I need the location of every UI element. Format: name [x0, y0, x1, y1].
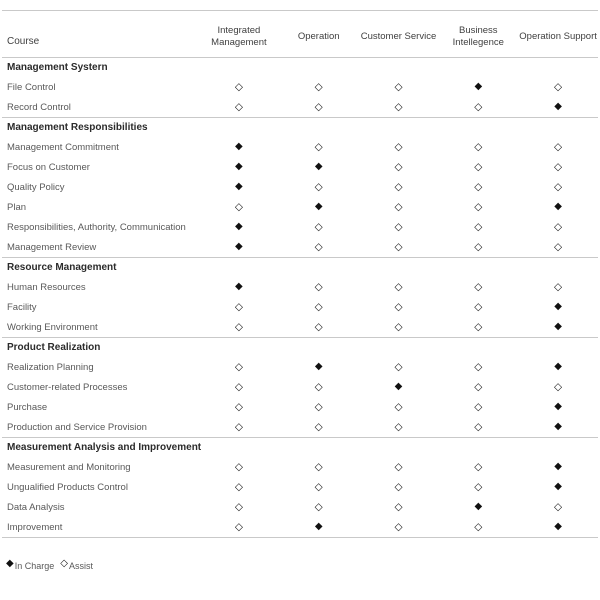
- assist-diamond-icon: ◇: [394, 361, 403, 373]
- in-charge-diamond-icon: ◆: [314, 161, 323, 172]
- table-row-responsibilities-authority-communication: [2, 217, 598, 237]
- assist-diamond-icon: ◇: [394, 201, 403, 213]
- in-charge-diamond-icon: ◆: [314, 201, 323, 212]
- row-label: Facility: [7, 301, 37, 313]
- assist-diamond-icon: ◇: [394, 501, 403, 513]
- assist-diamond-icon: ◇: [394, 161, 403, 173]
- assist-diamond-icon: ◇: [474, 401, 483, 413]
- in-charge-diamond-icon: ◆: [474, 81, 483, 92]
- row-label: File Control: [7, 81, 56, 93]
- in-charge-diamond-icon: ◆: [235, 241, 243, 252]
- legend: [2, 560, 598, 571]
- assist-diamond-icon: ◇: [314, 241, 323, 253]
- in-charge-diamond-icon: ◆: [314, 521, 323, 532]
- table-row-file-control: [2, 77, 598, 97]
- row-label: Ungualified Products Control: [7, 481, 128, 493]
- row-label: Production and Service Provision: [7, 421, 147, 433]
- assist-diamond-icon: ◇: [234, 361, 243, 373]
- assist-diamond-icon: ◇: [394, 321, 403, 333]
- in-charge-diamond-icon: ◆: [554, 321, 562, 332]
- assist-diamond-icon: ◇: [394, 461, 403, 473]
- column-header-integrated-management: Integrated Management: [211, 24, 267, 48]
- assist-diamond-icon: ◇: [234, 461, 243, 473]
- table-row-ungualified-products-control: [2, 477, 598, 497]
- assist-diamond-icon: ◇: [314, 281, 323, 293]
- assist-diamond-icon: ◇: [474, 221, 483, 233]
- assist-diamond-icon: ◇: [394, 301, 403, 313]
- in-charge-diamond-icon: ◆: [554, 201, 562, 212]
- assist-diamond-icon: ◇: [234, 81, 243, 93]
- section-title-resource-management: Resource Management: [2, 257, 598, 277]
- assist-diamond-icon: ◇: [60, 558, 68, 569]
- assist-diamond-icon: ◇: [234, 321, 243, 333]
- in-charge-diamond-icon: ◆: [235, 161, 243, 172]
- row-label: Data Analysis: [7, 501, 65, 513]
- assist-diamond-icon: ◇: [314, 81, 323, 93]
- assist-diamond-icon: ◇: [394, 101, 403, 113]
- section-title-management-systern: Management Systern: [2, 57, 598, 77]
- row-label: Responsibilities, Authority, Communication: [7, 221, 186, 233]
- assist-diamond-icon: ◇: [394, 521, 403, 533]
- assist-diamond-icon: ◇: [314, 421, 323, 433]
- table-bottom-border: [2, 537, 598, 538]
- legend-in-charge-label: In Charge: [14, 560, 55, 571]
- assist-diamond-icon: ◇: [394, 141, 403, 153]
- assist-diamond-icon: ◇: [554, 141, 563, 153]
- assist-diamond-icon: ◇: [474, 141, 483, 153]
- column-header-operation: Operation: [297, 30, 340, 42]
- assist-diamond-icon: ◇: [314, 301, 323, 313]
- assist-diamond-icon: ◇: [554, 161, 563, 173]
- row-label: Management Review: [7, 241, 97, 253]
- assist-diamond-icon: ◇: [234, 481, 243, 493]
- in-charge-diamond-icon: ◆: [554, 101, 562, 112]
- assist-diamond-icon: ◇: [474, 281, 483, 293]
- row-label: Human Resources: [7, 281, 86, 293]
- assist-diamond-icon: ◇: [314, 481, 323, 493]
- table-row-human-resources: [2, 277, 598, 297]
- table-header-row: [2, 10, 598, 57]
- in-charge-diamond-icon: ◆: [314, 361, 323, 372]
- assist-diamond-icon: ◇: [394, 421, 403, 433]
- assist-diamond-icon: ◇: [394, 81, 403, 93]
- assist-diamond-icon: ◇: [474, 521, 483, 533]
- in-charge-diamond-icon: ◆: [554, 401, 562, 412]
- assist-diamond-icon: ◇: [314, 101, 323, 113]
- column-header-course: Course: [7, 36, 40, 47]
- in-charge-diamond-icon: ◆: [554, 461, 562, 472]
- in-charge-diamond-icon: ◆: [235, 141, 243, 152]
- in-charge-diamond-icon: ◆: [6, 558, 14, 569]
- in-charge-diamond-icon: ◆: [554, 481, 562, 492]
- row-label: Record Control: [7, 101, 71, 113]
- assist-diamond-icon: ◇: [554, 281, 563, 293]
- table-row-production-and-service-provision: [2, 417, 598, 437]
- assist-diamond-icon: ◇: [234, 101, 243, 113]
- assist-diamond-icon: ◇: [314, 381, 323, 393]
- assist-diamond-icon: ◇: [394, 221, 403, 233]
- row-label: Measurement and Monitoring: [7, 461, 131, 473]
- assist-diamond-icon: ◇: [314, 401, 323, 413]
- row-label: Plan: [7, 201, 27, 213]
- row-label: Quality Policy: [7, 181, 65, 193]
- table-row-plan: [2, 197, 598, 217]
- assist-diamond-icon: ◇: [554, 381, 563, 393]
- assist-diamond-icon: ◇: [234, 201, 243, 213]
- table-sections: [2, 57, 598, 537]
- in-charge-diamond-icon: ◆: [394, 381, 403, 392]
- row-label: Purchase: [7, 401, 48, 413]
- table-row-record-control: [2, 97, 598, 117]
- assist-diamond-icon: ◇: [314, 461, 323, 473]
- table-row-facility: [2, 297, 598, 317]
- row-label: Customer-related Processes: [7, 381, 128, 393]
- row-label: Working Environment: [7, 321, 98, 333]
- assist-diamond-icon: ◇: [314, 501, 323, 513]
- in-charge-diamond-icon: ◆: [554, 301, 562, 312]
- assist-diamond-icon: ◇: [474, 421, 483, 433]
- assist-diamond-icon: ◇: [314, 141, 323, 153]
- assist-diamond-icon: ◇: [314, 321, 323, 333]
- assist-diamond-icon: ◇: [234, 421, 243, 433]
- assist-diamond-icon: ◇: [554, 221, 563, 233]
- assist-diamond-icon: ◇: [474, 481, 483, 493]
- column-header-business-intellegence: Business Intellegence: [452, 24, 504, 48]
- assist-diamond-icon: ◇: [474, 101, 483, 113]
- column-header-operation-support: Operation Support: [519, 30, 597, 42]
- table-row-purchase: [2, 397, 598, 417]
- in-charge-diamond-icon: ◆: [474, 501, 483, 512]
- row-label: Improvement: [7, 521, 63, 533]
- section-title-management-responsibilities: Management Responsibilities: [2, 117, 598, 137]
- in-charge-diamond-icon: ◆: [235, 281, 243, 292]
- assist-diamond-icon: ◇: [474, 321, 483, 333]
- table-row-focus-on-customer: [2, 157, 598, 177]
- assist-diamond-icon: ◇: [234, 401, 243, 413]
- table-row-quality-policy: [2, 177, 598, 197]
- table-row-realization-planning: [2, 357, 598, 377]
- assist-diamond-icon: ◇: [474, 241, 483, 253]
- table-row-improvement: [2, 517, 598, 537]
- assist-diamond-icon: ◇: [394, 281, 403, 293]
- assist-diamond-icon: ◇: [474, 201, 483, 213]
- row-label: Management Commitment: [7, 141, 119, 153]
- assist-diamond-icon: ◇: [474, 461, 483, 473]
- in-charge-diamond-icon: ◆: [554, 361, 562, 372]
- table-row-data-analysis: [2, 497, 598, 517]
- row-label: Focus on Customer: [7, 161, 90, 173]
- assist-diamond-icon: ◇: [394, 481, 403, 493]
- assist-diamond-icon: ◇: [474, 361, 483, 373]
- legend-assist-label: Assist: [68, 560, 93, 571]
- table-row-management-review: [2, 237, 598, 257]
- assist-diamond-icon: ◇: [314, 181, 323, 193]
- table-row-working-environment: [2, 317, 598, 337]
- matrix-table: [2, 10, 598, 538]
- assist-diamond-icon: ◇: [234, 301, 243, 313]
- column-header-customer-service: Customer Service: [360, 30, 437, 42]
- table-row-measurement-and-monitoring: [2, 457, 598, 477]
- in-charge-diamond-icon: ◆: [554, 421, 562, 432]
- section-title-product-realization: Product Realization: [2, 337, 598, 357]
- assist-diamond-icon: ◇: [234, 501, 243, 513]
- assist-diamond-icon: ◇: [234, 521, 243, 533]
- assist-diamond-icon: ◇: [474, 301, 483, 313]
- assist-diamond-icon: ◇: [314, 221, 323, 233]
- assist-diamond-icon: ◇: [554, 181, 563, 193]
- assist-diamond-icon: ◇: [554, 81, 563, 93]
- assist-diamond-icon: ◇: [394, 181, 403, 193]
- assist-diamond-icon: ◇: [394, 401, 403, 413]
- table-row-customer-related-processes: [2, 377, 598, 397]
- section-title-measurement-analysis-and-improvement: Measurement Analysis and Improvement: [2, 437, 598, 457]
- assist-diamond-icon: ◇: [394, 241, 403, 253]
- assist-diamond-icon: ◇: [474, 381, 483, 393]
- assist-diamond-icon: ◇: [234, 381, 243, 393]
- in-charge-diamond-icon: ◆: [235, 221, 243, 232]
- assist-diamond-icon: ◇: [554, 241, 563, 253]
- assist-diamond-icon: ◇: [474, 161, 483, 173]
- assist-diamond-icon: ◇: [554, 501, 563, 513]
- in-charge-diamond-icon: ◆: [235, 181, 243, 192]
- assist-diamond-icon: ◇: [474, 181, 483, 193]
- table-row-management-commitment: [2, 137, 598, 157]
- row-label: Realization Planning: [7, 361, 94, 373]
- in-charge-diamond-icon: ◆: [554, 521, 562, 532]
